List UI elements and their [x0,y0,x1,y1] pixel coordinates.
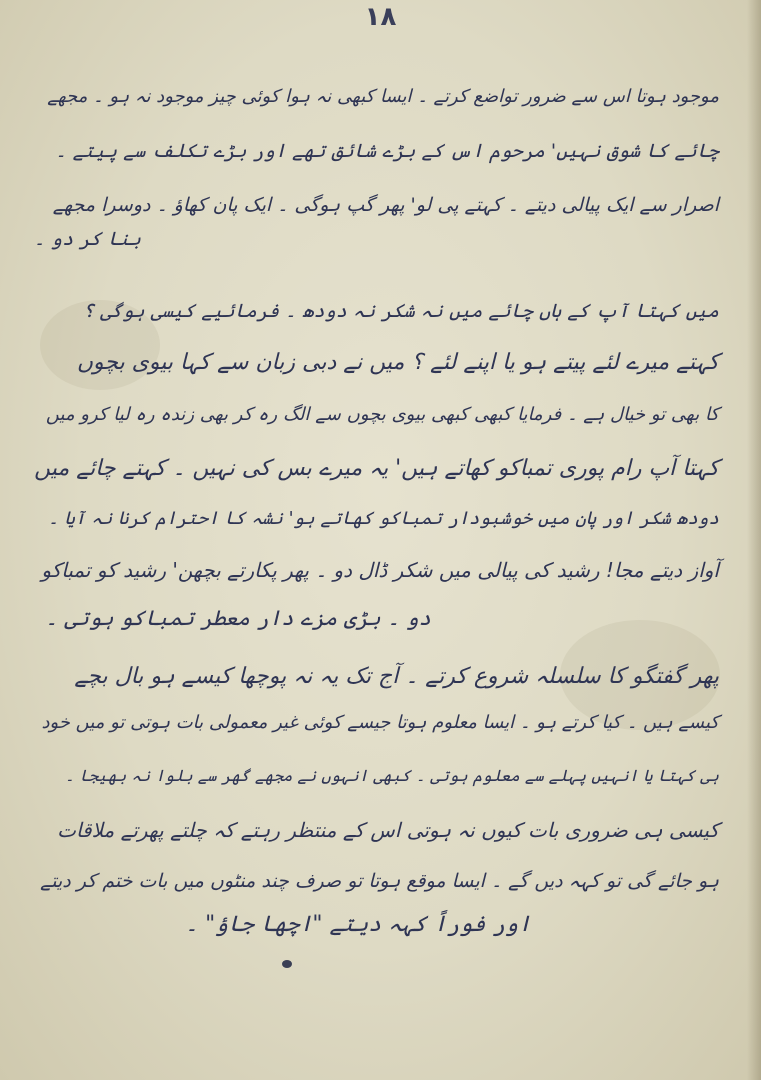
text-line: دو ۔ بڑی مزے دار معطر تمباکو ہوتی ۔ [45,606,431,630]
text-line: کا بھی تو خیال ہے ۔ فرمایا کبھی کبھی بیوی بچوں سے الگ رہ کر بھی زندہ رہ لیا کرو میں [45,404,719,425]
text-line: چائے کا شوق نہیں' مرحوم اس کے بڑے شائق تھے اور بڑے تکلف سے پیتے ۔ [55,140,719,162]
text-line: ہو جائے گی تو کہہ دیں گے ۔ ایسا موقع ہوتا تو صرف چند منٹوں میں بات ختم کر دیتے [40,870,719,892]
text-line: بنا کر دو ۔ [33,228,141,250]
text-line: کیسے ہیں ۔ کیا کرتے ہو ۔ ایسا معلوم ہوتا جیسے کوئی غیر معمولی بات ہوتی تو میں خود [41,712,719,733]
text-line: موجود ہوتا اس سے ضرور تواضع کرتے ۔ ایسا کبھی نہ ہوا کوئی چیز موجود نہ ہو ۔ مجھے [47,86,719,107]
ink-mark [282,960,292,968]
page-edge-shadow [747,0,761,1080]
text-line: پھر گفتگو کا سلسلہ شروع کرتے ۔ آج تک یہ نہ پوچھا کیسے ہو بال بچے [74,664,719,689]
text-line: کیسی ہی ضروری بات کیوں نہ ہوتی اس کے منتظر رہتے کہ چلتے پھرتے ملاقات [57,818,719,842]
text-line: اصرار سے ایک پیالی دیتے ۔ کہتے پی لو' پھر گپ ہوگی ۔ ایک پان کھاؤ ۔ دوسرا مجھے [52,194,719,216]
text-line: آواز دیتے مجا! رشید کی پیالی میں شکر ڈال دو ۔ پھر پکارتے بچھن' رشید کو تمباکو [41,558,719,582]
text-line: میں کہتا آپ کے ہاں چائے میں نہ شکر نہ دودھ ۔ فرمائیے کیسی ہوگی ؟ [82,300,719,322]
text-line: کہتے میرے لئے پیتے ہو یا اپنے لئے ؟ میں نے دبی زبان سے کہا بیوی بچوں [76,350,719,375]
text-line: اور فوراً کہہ دیتے "اچھا جاؤ" ۔ [185,912,531,937]
text-line: کہتا آپ رام پوری تمباکو کھاتے ہیں' یہ میرے بس کی نہیں ۔ کہتے چائے میں [34,456,719,481]
text-line: ہی کہتا یا انہیں پہلے سے معلوم ہوتی ۔ کبھی انہوں نے مجھے گھر سے بلوا نہ بھیجا ۔ [64,766,719,785]
text-line: دودھ شکر اور پان میں خوشبودار تمباکو کھاتے ہو' نشہ کا احترام کرنا نہ آیا ۔ [48,508,719,529]
page-number: ۱۸ [364,2,397,32]
